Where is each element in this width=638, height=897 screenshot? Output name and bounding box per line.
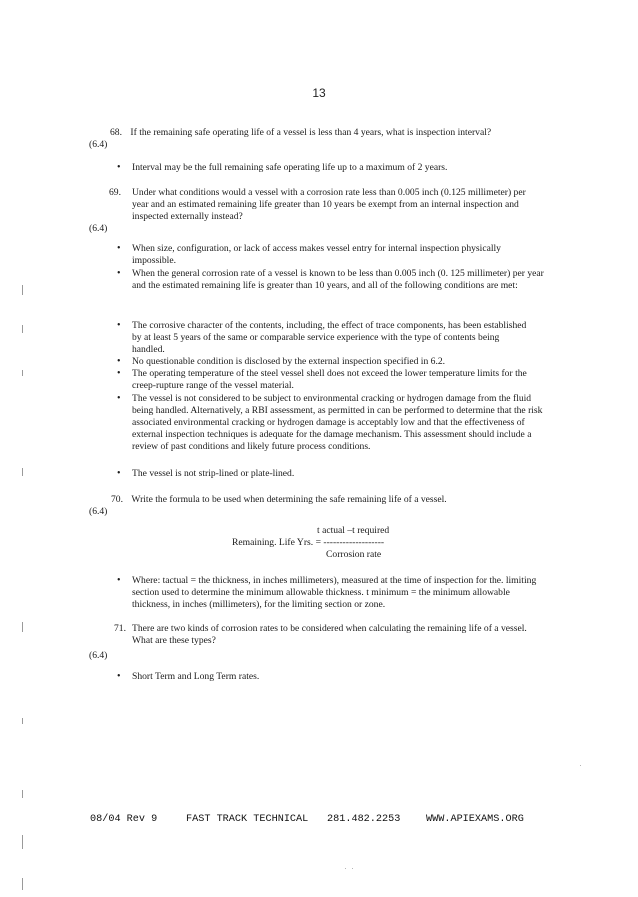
answer-69-item: The operating temperature of the steel vessel shell does not exceed the lower temperature limits for the creep-rupture range of the vessel material. <box>132 368 527 391</box>
answer-69-item: The vessel is not strip-lined or plate-lined. <box>132 468 295 479</box>
bullet-icon: • <box>117 162 121 173</box>
bullet-icon: • <box>117 468 121 479</box>
question-68-ref: (6.4) <box>89 139 108 150</box>
answer-68: Interval may be the full remaining safe operating life up to a maximum of 2 years. <box>132 162 448 173</box>
scan-mark <box>22 718 23 724</box>
bullet-icon: • <box>117 356 121 367</box>
scan-mark <box>22 325 23 333</box>
question-70-text: Write the formula to be used when determining the safe remaining life of a vessel. <box>131 494 447 505</box>
question-69-ref: (6.4) <box>89 223 108 234</box>
answer-69-item: No questionable condition is disclosed by the external inspection specified in 6.2. <box>132 356 446 367</box>
bullet-icon: • <box>117 268 121 279</box>
question-69-number: 69. <box>109 187 121 198</box>
question-71-number: 71. <box>114 623 126 634</box>
formula-denominator: Corrosion rate <box>326 549 382 560</box>
question-70-ref: (6.4) <box>89 506 108 517</box>
scan-mark <box>22 468 23 476</box>
question-69-text: Under what conditions would a vessel with a corrosion rate less than 0.005 inch (0.125 millimeter) per year and an estimated remaining life greater than 10 years be exempt from an internal inspection and inspected externally instead? <box>132 187 526 222</box>
formula-numerator: t actual –t required <box>317 525 390 536</box>
bullet-icon: • <box>117 243 121 254</box>
footer-date-rev: 08/04 Rev 9 <box>90 814 158 825</box>
answer-71: Short Term and Long Term rates. <box>132 671 260 682</box>
answer-69-item: The vessel is not considered to be subject to environmental cracking or hydrogen damage from the fluid being handled. Alternatively, a RBI assessment, as permitted in can be performed to determine that the risk associated environmental cracking or hydrogen damage is acceptably low and that the effectiveness of external inspection techniques is adequate for the damage mechanism. This assessment should include a review of past conditions and likely future process conditions. <box>132 393 543 452</box>
question-71-ref: (6.4) <box>89 650 108 661</box>
answer-69-item: When the general corrosion rate of a vessel is known to be less than 0.005 inch (0. 125 millimeter) per year and the estimated remaining life is greater than 10 years, and all of the following conditions are met: <box>132 268 544 291</box>
scan-mark <box>22 835 23 849</box>
page-number: 13 <box>312 86 326 100</box>
scan-speck <box>352 868 353 869</box>
footer-phone: 281.482.2253 <box>327 814 401 825</box>
scan-speck <box>580 765 581 766</box>
answer-69-item: The corrosive character of the contents, including, the effect of trace components, has been established by at least 5 years of the same or comparable service experience with the type of contents being handled. <box>132 320 527 355</box>
scan-mark <box>22 878 23 890</box>
formula-lhs: Remaining. Life Yrs. = ------------------- <box>232 537 385 548</box>
scan-speck <box>345 868 346 869</box>
bullet-icon: • <box>117 671 121 682</box>
bullet-icon: • <box>117 393 121 404</box>
question-71-text: There are two kinds of corrosion rates to be considered when calculating the remaining life of a vessel. What are these types? <box>132 623 527 646</box>
question-68-number: 68. <box>110 127 122 138</box>
question-70 <box>111 494 447 506</box>
footer-website: WWW.APIEXAMS.ORG <box>426 814 524 825</box>
scan-mark <box>22 370 23 376</box>
bullet-icon: • <box>117 320 121 331</box>
question-68-text: If the remaining safe operating life of a vessel is less than 4 years, what is inspection interval? <box>130 127 492 138</box>
footer-company: FAST TRACK TECHNICAL <box>186 814 309 825</box>
bullet-icon: • <box>117 575 121 586</box>
answer-69-item: When size, configuration, or lack of access makes vessel entry for internal inspection physically impossible. <box>132 243 501 266</box>
question-70-number: 70. <box>111 494 123 505</box>
scan-mark <box>22 790 23 798</box>
bullet-icon: • <box>117 368 121 379</box>
scan-mark <box>22 285 23 295</box>
scan-mark <box>22 622 23 632</box>
question-68 <box>110 127 491 139</box>
answer-70: Where: tactual = the thickness, in inches millimeters), measured at the time of inspection for the. limiting section used to determine the minimum allowable thickness. t minimum = the minimum allowable thickness, in inches (millimeters), for the limiting section or zone. <box>132 575 537 610</box>
